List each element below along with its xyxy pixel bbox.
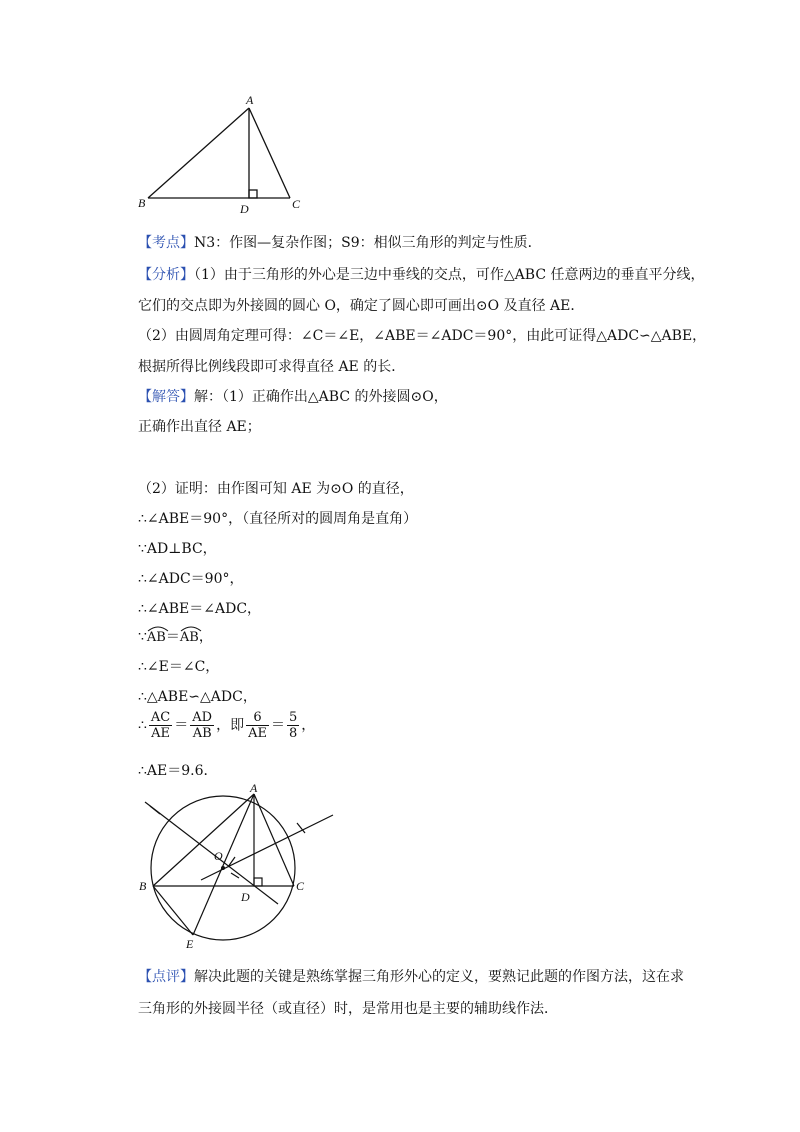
label-b: B xyxy=(139,879,147,893)
arc-ab-1 xyxy=(147,626,166,645)
fenxi-line-1 xyxy=(138,264,705,284)
dianping-line-1 xyxy=(138,966,684,986)
proof-step-1: ∴∠ABE＝90°，（直径所对的圆周角是直角） xyxy=(138,511,418,527)
frac1-den: AE xyxy=(151,726,171,741)
arc-ab-2-text: AB xyxy=(179,630,199,645)
fenxi-line-2: 它们的交点即为外接圆的圆心 O，确定了圆心即可画出⊙O 及直径 AE． xyxy=(138,298,585,314)
fenxi-line-3: （2）由圆周角定理可得：∠C＝∠E，∠ABE＝∠ADC＝90°，由此可证得△ADC∽△ABE， xyxy=(138,328,707,344)
dianping-tag: 【点评】 xyxy=(138,969,194,985)
kaodian-text: N3：作图—复杂作图；S9：相似三角形的判定与性质． xyxy=(194,235,542,251)
proof-step-2: ∵AD⊥BC， xyxy=(138,541,217,557)
fraction-ad-ab xyxy=(190,710,214,741)
frac1-num: AC xyxy=(150,710,171,725)
side-ab xyxy=(148,108,249,198)
label-d: D xyxy=(240,202,249,215)
proof-intro: （2）证明：由作图可知 AE 为⊙O 的直径， xyxy=(138,481,414,497)
fraction-5-8 xyxy=(287,710,299,741)
step5-suffix: ， xyxy=(198,629,213,645)
label-e: E xyxy=(186,937,194,951)
frac2-num: AD xyxy=(192,710,213,725)
arc-mark-1 xyxy=(150,806,160,814)
fenxi-text-1: （1）由于三角形的外心是三边中垂线的交点，可作△ABC 任意两边的垂直平分线， xyxy=(194,267,705,283)
jieda-text-1: 解：（1）正确作出△ABC 的外接圆⊙O， xyxy=(194,389,448,405)
frac3-den: AE xyxy=(248,726,267,741)
proof-step-8 xyxy=(138,710,315,741)
dianping-line-2: 三角形的外接圆半径（或直径）时，是常用也是主要的辅助线作法． xyxy=(138,1001,558,1017)
perp-bisector-ab xyxy=(145,802,278,904)
proof-step-5 xyxy=(138,626,213,646)
frac3-num: 6 xyxy=(246,710,269,726)
label-b: B xyxy=(138,196,146,210)
step8-eq2: ＝ xyxy=(270,717,285,734)
frac4-den: 8 xyxy=(288,726,298,741)
center-o xyxy=(221,866,225,870)
label-a: A xyxy=(246,93,254,107)
proof-step-7: ∴△ABE∽△ADC， xyxy=(138,689,257,705)
label-c: C xyxy=(292,197,301,211)
triangle-figure xyxy=(130,90,310,215)
step8-suffix: ， xyxy=(301,717,316,734)
circumcircle-figure xyxy=(135,780,345,955)
proof-step-6: ∴∠E＝∠C， xyxy=(138,659,220,675)
proof-step-3: ∴∠ADC＝90°， xyxy=(138,571,244,587)
frac4-num: 5 xyxy=(288,710,298,725)
step8-mid: ，即 xyxy=(216,717,245,734)
segment-be xyxy=(153,886,193,935)
dianping-text-1: 解决此题的关键是熟练掌握三角形外心的定义，要熟记此题的作图方法，这在求 xyxy=(194,969,684,985)
right-angle-mark xyxy=(249,190,257,198)
diameter-ae xyxy=(193,794,254,935)
arc-mark-icon xyxy=(147,624,169,632)
step8-prefix: ∴ xyxy=(138,717,147,734)
jieda-tag: 【解答】 xyxy=(138,389,194,405)
jieda-line-1 xyxy=(138,386,448,406)
fraction-6-ae xyxy=(246,710,269,741)
side-ac xyxy=(254,794,294,886)
step5-prefix: ∵ xyxy=(138,629,147,645)
arc-ab-2 xyxy=(180,626,199,645)
fraction-ac-ae xyxy=(149,710,172,741)
proof-step-9: ∴AE＝9.6． xyxy=(138,763,218,779)
fenxi-line-4: 根据所得比例线段即可求得直径 AE 的长． xyxy=(138,359,406,375)
fenxi-tag: 【分析】 xyxy=(138,267,194,283)
kaodian-tag: 【考点】 xyxy=(138,235,194,251)
kaodian-line xyxy=(138,232,542,252)
label-d: D xyxy=(241,890,250,904)
side-ab xyxy=(153,794,254,886)
label-c: C xyxy=(296,879,305,893)
side-ac xyxy=(249,108,290,198)
step8-eq: ＝ xyxy=(174,717,189,734)
arc-mark-icon xyxy=(180,624,202,632)
label-o: O xyxy=(214,849,223,863)
step5-eq: ＝ xyxy=(165,629,180,645)
jieda-line-2: 正确作出直径 AE； xyxy=(138,419,261,435)
arc-ab-1-text: AB xyxy=(146,630,166,645)
label-a: A xyxy=(250,781,258,795)
right-angle-mark xyxy=(254,878,262,886)
frac2-den: AB xyxy=(192,726,212,741)
proof-step-4: ∴∠ABE＝∠ADC， xyxy=(138,601,262,617)
